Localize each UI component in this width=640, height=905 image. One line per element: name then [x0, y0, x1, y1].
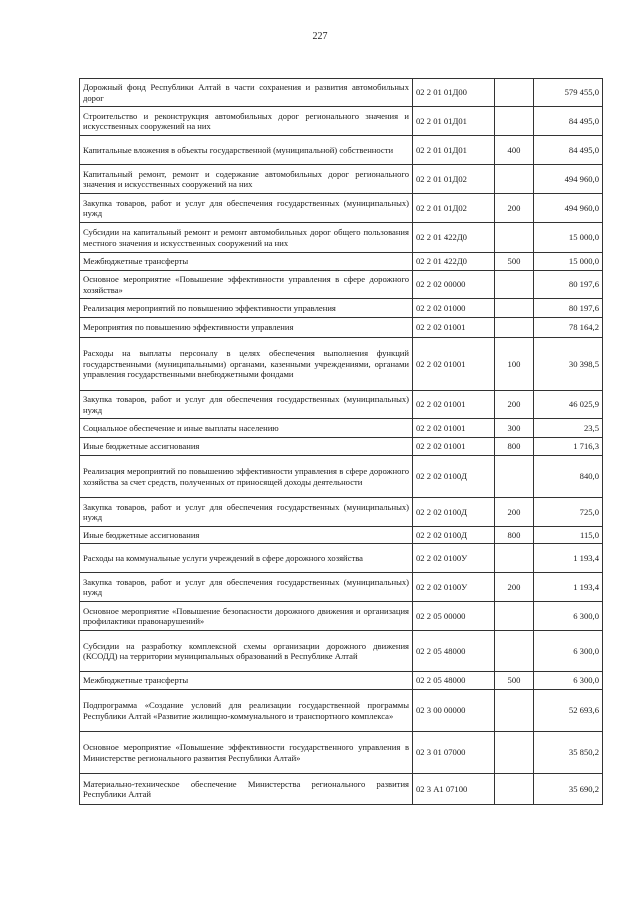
row-name: Расходы на коммунальные услуги учреждений в сфере дорожного хозяйства [80, 544, 413, 573]
row-code: 02 2 02 01001 [413, 419, 495, 438]
row-code: 02 2 02 01000 [413, 299, 495, 318]
table-row [80, 136, 603, 165]
row-sum: 494 960,0 [534, 194, 603, 223]
table-row [80, 672, 603, 690]
budget-table [79, 78, 603, 805]
row-name: Закупка товаров, работ и услуг для обеспечения государственных (муниципальных) нужд [80, 498, 413, 527]
row-name: Материально-техническое обеспечение Министерства регионального развития Республики Алтай [80, 774, 413, 805]
row-sum: 1 716,3 [534, 438, 603, 456]
row-expense-type: 200 [495, 391, 534, 419]
row-name: Строительство и реконструкция автомобильных дорог регионального значения и искусственных сооружений на них [80, 107, 413, 136]
row-sum: 35 850,2 [534, 732, 603, 774]
row-name: Иные бюджетные ассигнования [80, 527, 413, 544]
row-code: 02 2 01 01Д01 [413, 136, 495, 165]
row-expense-type [495, 271, 534, 299]
row-name: Подпрограмма «Создание условий для реализации государственной программы Республики Алтай «Развитие жилищно-коммунального и транспортного комплекса» [80, 690, 413, 732]
row-code: 02 3 00 00000 [413, 690, 495, 732]
row-sum: 6 300,0 [534, 602, 603, 631]
row-code: 02 2 02 01001 [413, 438, 495, 456]
table-row [80, 299, 603, 318]
row-code: 02 3 01 07000 [413, 732, 495, 774]
row-expense-type: 200 [495, 498, 534, 527]
row-expense-type: 800 [495, 438, 534, 456]
row-sum: 52 693,6 [534, 690, 603, 732]
row-code: 02 2 05 48000 [413, 631, 495, 672]
row-code: 02 2 02 0100У [413, 544, 495, 573]
row-expense-type [495, 602, 534, 631]
table-row [80, 544, 603, 573]
row-sum: 840,0 [534, 456, 603, 498]
row-expense-type [495, 107, 534, 136]
row-code: 02 2 02 0100Д [413, 456, 495, 498]
row-sum: 35 690,2 [534, 774, 603, 805]
row-expense-type [495, 223, 534, 253]
row-name: Реализация мероприятий по повышению эффективности управления [80, 299, 413, 318]
row-code: 02 2 01 01Д02 [413, 194, 495, 223]
row-sum: 725,0 [534, 498, 603, 527]
row-code: 02 3 А1 07100 [413, 774, 495, 805]
table-row [80, 165, 603, 194]
row-expense-type [495, 631, 534, 672]
row-sum: 78 164,2 [534, 318, 603, 338]
row-sum: 1 193,4 [534, 544, 603, 573]
row-name: Субсидии на разработку комплексной схемы организации дорожного движения (КСОДД) на территории муниципальных образований в Республике Алтай [80, 631, 413, 672]
table-row [80, 107, 603, 136]
row-expense-type: 200 [495, 194, 534, 223]
row-name: Иные бюджетные ассигнования [80, 438, 413, 456]
row-sum: 579 455,0 [534, 79, 603, 107]
row-name: Мероприятия по повышению эффективности управления [80, 318, 413, 338]
row-name: Капитальные вложения в объекты государственной (муниципальной) собственности [80, 136, 413, 165]
table-row [80, 194, 603, 223]
row-expense-type: 800 [495, 527, 534, 544]
table-row [80, 690, 603, 732]
row-code: 02 2 01 01Д01 [413, 107, 495, 136]
table-row [80, 338, 603, 391]
row-code: 02 2 01 422Д0 [413, 253, 495, 271]
row-sum: 46 025,9 [534, 391, 603, 419]
row-expense-type [495, 544, 534, 573]
table-row [80, 419, 603, 438]
row-sum: 84 495,0 [534, 107, 603, 136]
row-sum: 84 495,0 [534, 136, 603, 165]
row-name: Капитальный ремонт, ремонт и содержание автомобильных дорог регионального значения и искусственных сооружений на них [80, 165, 413, 194]
row-code: 02 2 05 48000 [413, 672, 495, 690]
row-sum: 1 193,4 [534, 573, 603, 602]
row-name: Закупка товаров, работ и услуг для обеспечения государственных (муниципальных) нужд [80, 194, 413, 223]
row-code: 02 2 01 01Д02 [413, 165, 495, 194]
row-name: Основное мероприятие «Повышение эффективности управления в сфере дорожного хозяйства» [80, 271, 413, 299]
row-name: Субсидии на капитальный ремонт и ремонт автомобильных дорог общего пользования местного значения и искусственных сооружений на них [80, 223, 413, 253]
row-sum: 80 197,6 [534, 271, 603, 299]
row-expense-type: 300 [495, 419, 534, 438]
row-code: 02 2 05 00000 [413, 602, 495, 631]
row-code: 02 2 01 01Д00 [413, 79, 495, 107]
row-name: Дорожный фонд Республики Алтай в части сохранения и развития автомобильных дорог [80, 79, 413, 107]
row-expense-type: 100 [495, 338, 534, 391]
row-sum: 15 000,0 [534, 223, 603, 253]
row-name: Закупка товаров, работ и услуг для обеспечения государственных (муниципальных) нужд [80, 391, 413, 419]
row-expense-type [495, 165, 534, 194]
table-row [80, 391, 603, 419]
table-row [80, 253, 603, 271]
row-expense-type: 500 [495, 672, 534, 690]
row-code: 02 2 02 01001 [413, 391, 495, 419]
table-row [80, 498, 603, 527]
row-sum: 23,5 [534, 419, 603, 438]
row-code: 02 2 02 0100Д [413, 498, 495, 527]
row-name: Основное мероприятие «Повышение безопасности дорожного движения и организация профилактики правонарушений» [80, 602, 413, 631]
row-expense-type [495, 456, 534, 498]
row-name: Закупка товаров, работ и услуг для обеспечения государственных (муниципальных) нужд [80, 573, 413, 602]
row-name: Основное мероприятие «Повышение эффективности государственного управления в Министерстве регионального развития Республики Алтай» [80, 732, 413, 774]
table-row [80, 223, 603, 253]
row-expense-type [495, 732, 534, 774]
table-row [80, 456, 603, 498]
row-expense-type: 400 [495, 136, 534, 165]
row-name: Расходы на выплаты персоналу в целях обеспечения выполнения функций государственными (муниципальными) органами, казенными учреждениями, органами управления государственными внебюджетными фондами [80, 338, 413, 391]
row-name: Социальное обеспечение и иные выплаты населению [80, 419, 413, 438]
table-row [80, 271, 603, 299]
table-row [80, 318, 603, 338]
row-name: Реализация мероприятий по повышению эффективности управления в сфере дорожного хозяйства за счет средств, полученных от приносящей доходы деятельности [80, 456, 413, 498]
table-row [80, 732, 603, 774]
row-code: 02 2 02 01001 [413, 318, 495, 338]
row-name: Межбюджетные трансферты [80, 253, 413, 271]
row-code: 02 2 02 01001 [413, 338, 495, 391]
row-expense-type: 500 [495, 253, 534, 271]
row-expense-type [495, 318, 534, 338]
row-expense-type [495, 774, 534, 805]
table-row [80, 573, 603, 602]
row-expense-type [495, 690, 534, 732]
row-code: 02 2 01 422Д0 [413, 223, 495, 253]
row-expense-type: 200 [495, 573, 534, 602]
row-name: Межбюджетные трансферты [80, 672, 413, 690]
row-sum: 6 300,0 [534, 631, 603, 672]
row-sum: 115,0 [534, 527, 603, 544]
row-sum: 80 197,6 [534, 299, 603, 318]
table-row [80, 79, 603, 107]
row-expense-type [495, 79, 534, 107]
table-row [80, 527, 603, 544]
page-number: 227 [312, 31, 328, 42]
table-row [80, 631, 603, 672]
row-sum: 6 300,0 [534, 672, 603, 690]
row-sum: 30 398,5 [534, 338, 603, 391]
row-sum: 494 960,0 [534, 165, 603, 194]
table-row [80, 774, 603, 805]
row-code: 02 2 02 00000 [413, 271, 495, 299]
row-expense-type [495, 299, 534, 318]
row-sum: 15 000,0 [534, 253, 603, 271]
row-code: 02 2 02 0100Д [413, 527, 495, 544]
table-row [80, 438, 603, 456]
row-code: 02 2 02 0100У [413, 573, 495, 602]
table-row [80, 602, 603, 631]
